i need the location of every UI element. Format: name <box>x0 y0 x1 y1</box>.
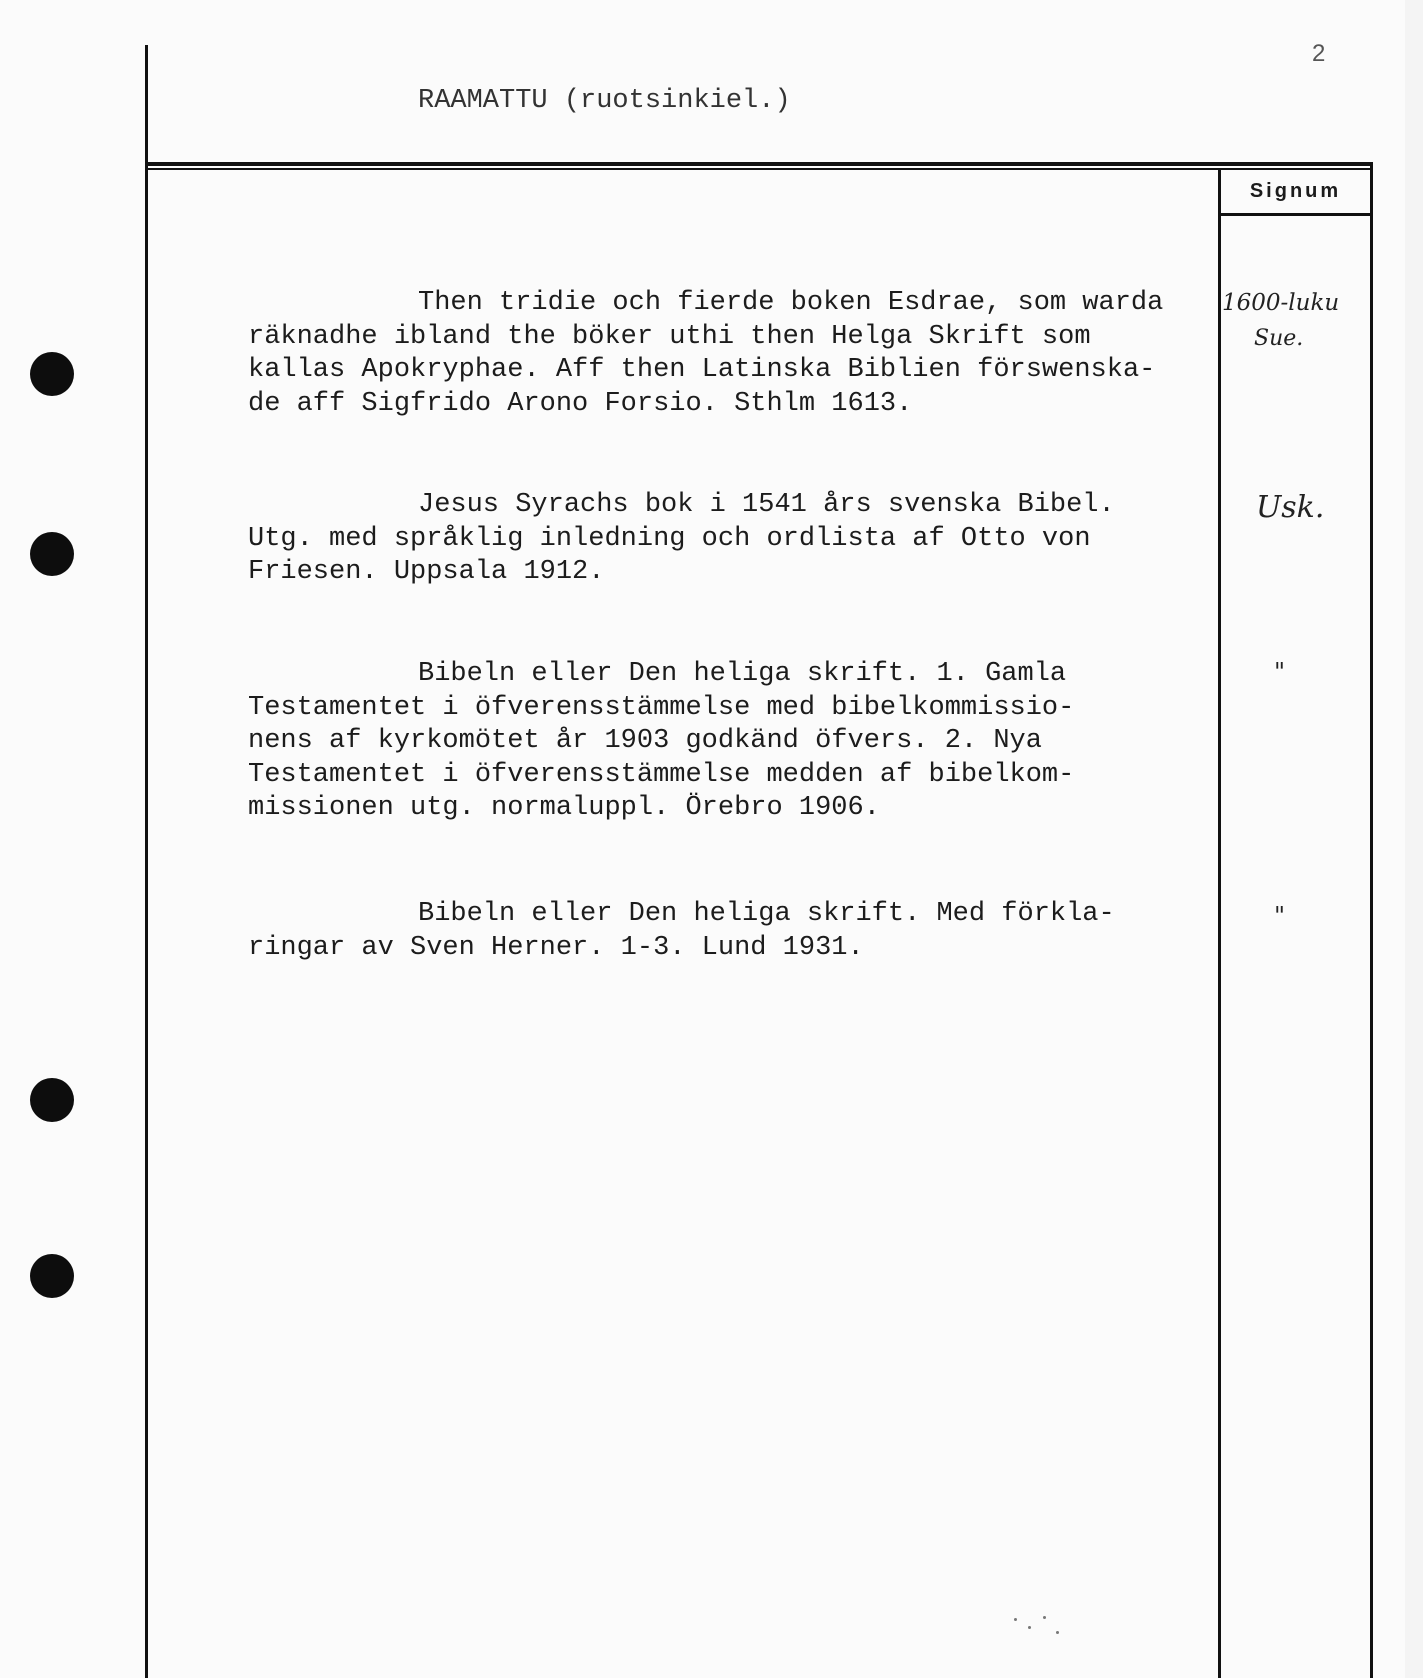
punch-hole <box>30 352 74 396</box>
bibliographic-entry <box>248 898 1198 965</box>
header-rule <box>145 162 1373 166</box>
entry-line: räknadhe ibland the böker uthi then Helga Skrift som <box>248 321 1091 352</box>
entry-line: Bibeln eller Den heliga skrift. 1. Gamla <box>418 659 1067 689</box>
signum-header-rule <box>1218 213 1373 216</box>
punch-hole <box>30 1078 74 1122</box>
margin-rule <box>145 45 148 1678</box>
entry-line: Jesus Syrachs bok i 1541 års svenska Bibel. <box>418 490 1115 520</box>
page-number: 2 <box>1312 40 1326 67</box>
bibliographic-entry <box>248 658 1198 826</box>
bibliographic-entry <box>248 287 1198 421</box>
entry-line: kallas Apokryphae. Aff then Latinska Biblien förswenska- <box>248 355 1156 385</box>
signum-column-right-border <box>1370 162 1373 1678</box>
bibliographic-entry <box>248 489 1198 590</box>
entry-line: Then tridie och fierde boken Esdrae, som warda <box>418 288 1164 318</box>
entry-line: ringar av Sven Herner. 1-3. Lund 1931. <box>248 932 864 963</box>
entry-line: nens af kyrkomötet år 1903 godkänd öfvers. 2. Nya <box>248 726 1042 756</box>
entry-line: Testamentet i öfverensstämmelse medden af bibelkom- <box>248 759 1075 790</box>
entry-line: de aff Sigfrido Arono Forsio. Sthlm 1613. <box>248 388 913 419</box>
entry-line: Testamentet i öfverensstämmelse med bibelkommissio- <box>248 692 1075 723</box>
page-title: RAAMATTU (ruotsinkiel.) <box>418 86 791 116</box>
entry-line: Bibeln eller Den heliga skrift. Med förkla- <box>418 899 1115 929</box>
signum-ditto-mark: " <box>1274 902 1286 930</box>
signum-column-left-border <box>1218 170 1221 1678</box>
entry-line: Friesen. Uppsala 1912. <box>248 557 605 587</box>
signum-column-header: Signum <box>1249 180 1342 202</box>
paper-specks <box>1010 1612 1070 1642</box>
signum-note-extra: Sue. <box>1254 326 1304 351</box>
punch-hole <box>30 532 74 576</box>
punch-hole <box>30 1254 74 1298</box>
entry-line: missionen utg. normaluppl. Örebro 1906. <box>248 793 880 823</box>
entry-line: Utg. med språklig inledning och ordlista af Otto von <box>248 523 1091 554</box>
header-rule-secondary <box>145 168 1373 170</box>
signum-ditto-mark: " <box>1274 658 1286 686</box>
signum-note: 1600-luku <box>1222 290 1340 316</box>
signum-note: Usk. <box>1256 490 1325 525</box>
